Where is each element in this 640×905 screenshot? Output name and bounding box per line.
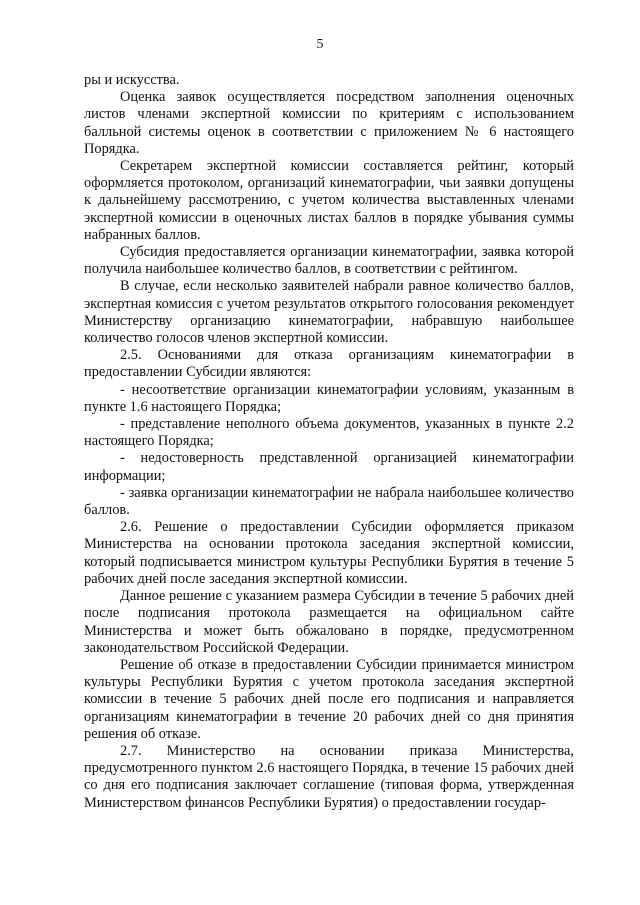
paragraph: - представление неполного объема документов, указанных в пункте 2.2 настоящего Порядка; [84,416,574,450]
paragraph: Решение об отказе в предоставлении Субсидии принимается министром культуры Республики Бурятия с учетом протокола заседания экспертной комиссии в течение 5 рабочих дней после его подписания и направляется организациям кинематографии в течение 20 рабочих дней со дня принятия решения об отказе. [84,656,574,742]
paragraph: 2.6. Решение о предоставлении Субсидии оформляется приказом Министерства на основании протокола заседания экспертной комиссии, который подписывается министром культуры Республики Бурятия в течение 5 рабочих дней после заседания экспертной комиссии. [84,519,574,587]
paragraph: - заявка организации кинематографии не набрала наибольшее количество баллов. [84,484,574,519]
paragraph: 2.7. Министерство на основании приказа Министерства, предусмотренного пунктом 2.6 настоящего Порядка, в течение 15 рабочих дней со дня его подписания заключает соглашение (типовая форма, утвержденная Министерством финансов Республики Бурятия) о предоставлении государ- [84,742,574,811]
paragraph: ры и искусства. [84,72,180,88]
paragraph: Оценка заявок осуществляется посредством заполнения оценочных листов членами экспертной комиссии по критериям с использованием балльной системы оценок в соответствии с приложением № 6 настоящего Порядка. [84,89,574,157]
paragraph: Субсидия предоставляется организации кинематографии, заявка которой получила наибольшее количество баллов, в соответствии с рейтингом. [84,244,574,278]
paragraph: - недостоверность представленной организацией кинематографии информации; [84,450,574,484]
paragraph: Секретарем экспертной комиссии составляется рейтинг, который оформляется протоколом, организаций кинематографии, чьи заявки допущены к дальнейшему рассмотрению, с учетом количества выставленных членами экспертной комиссии в оценочных листах баллов в порядке убывания суммы набранных баллов. [84,158,574,243]
document-body [84,72,574,812]
paragraph: - несоответствие организации кинематографии условиям, указанным в пункте 1.6 настоящего Порядка; [84,381,574,415]
paragraph: В случае, если несколько заявителей набрали равное количество баллов, экспертная комиссия с учетом результатов открытого голосования рекомендует Министерству организацию кинематографии, набравшую наибольшее количество голосов членов экспертной комиссии. [84,278,574,347]
paragraph: 2.5. Основаниями для отказа организациям кинематографии в предоставлении Субсидии являются: [84,347,574,381]
paragraph: Данное решение с указанием размера Субсидии в течение 5 рабочих дней после подписания протокола размещается на официальном сайте Министерства и может быть обжаловано в порядке, предусмотренном законодательством Российской Федерации. [84,588,574,656]
page-number: 5 [316,37,324,52]
